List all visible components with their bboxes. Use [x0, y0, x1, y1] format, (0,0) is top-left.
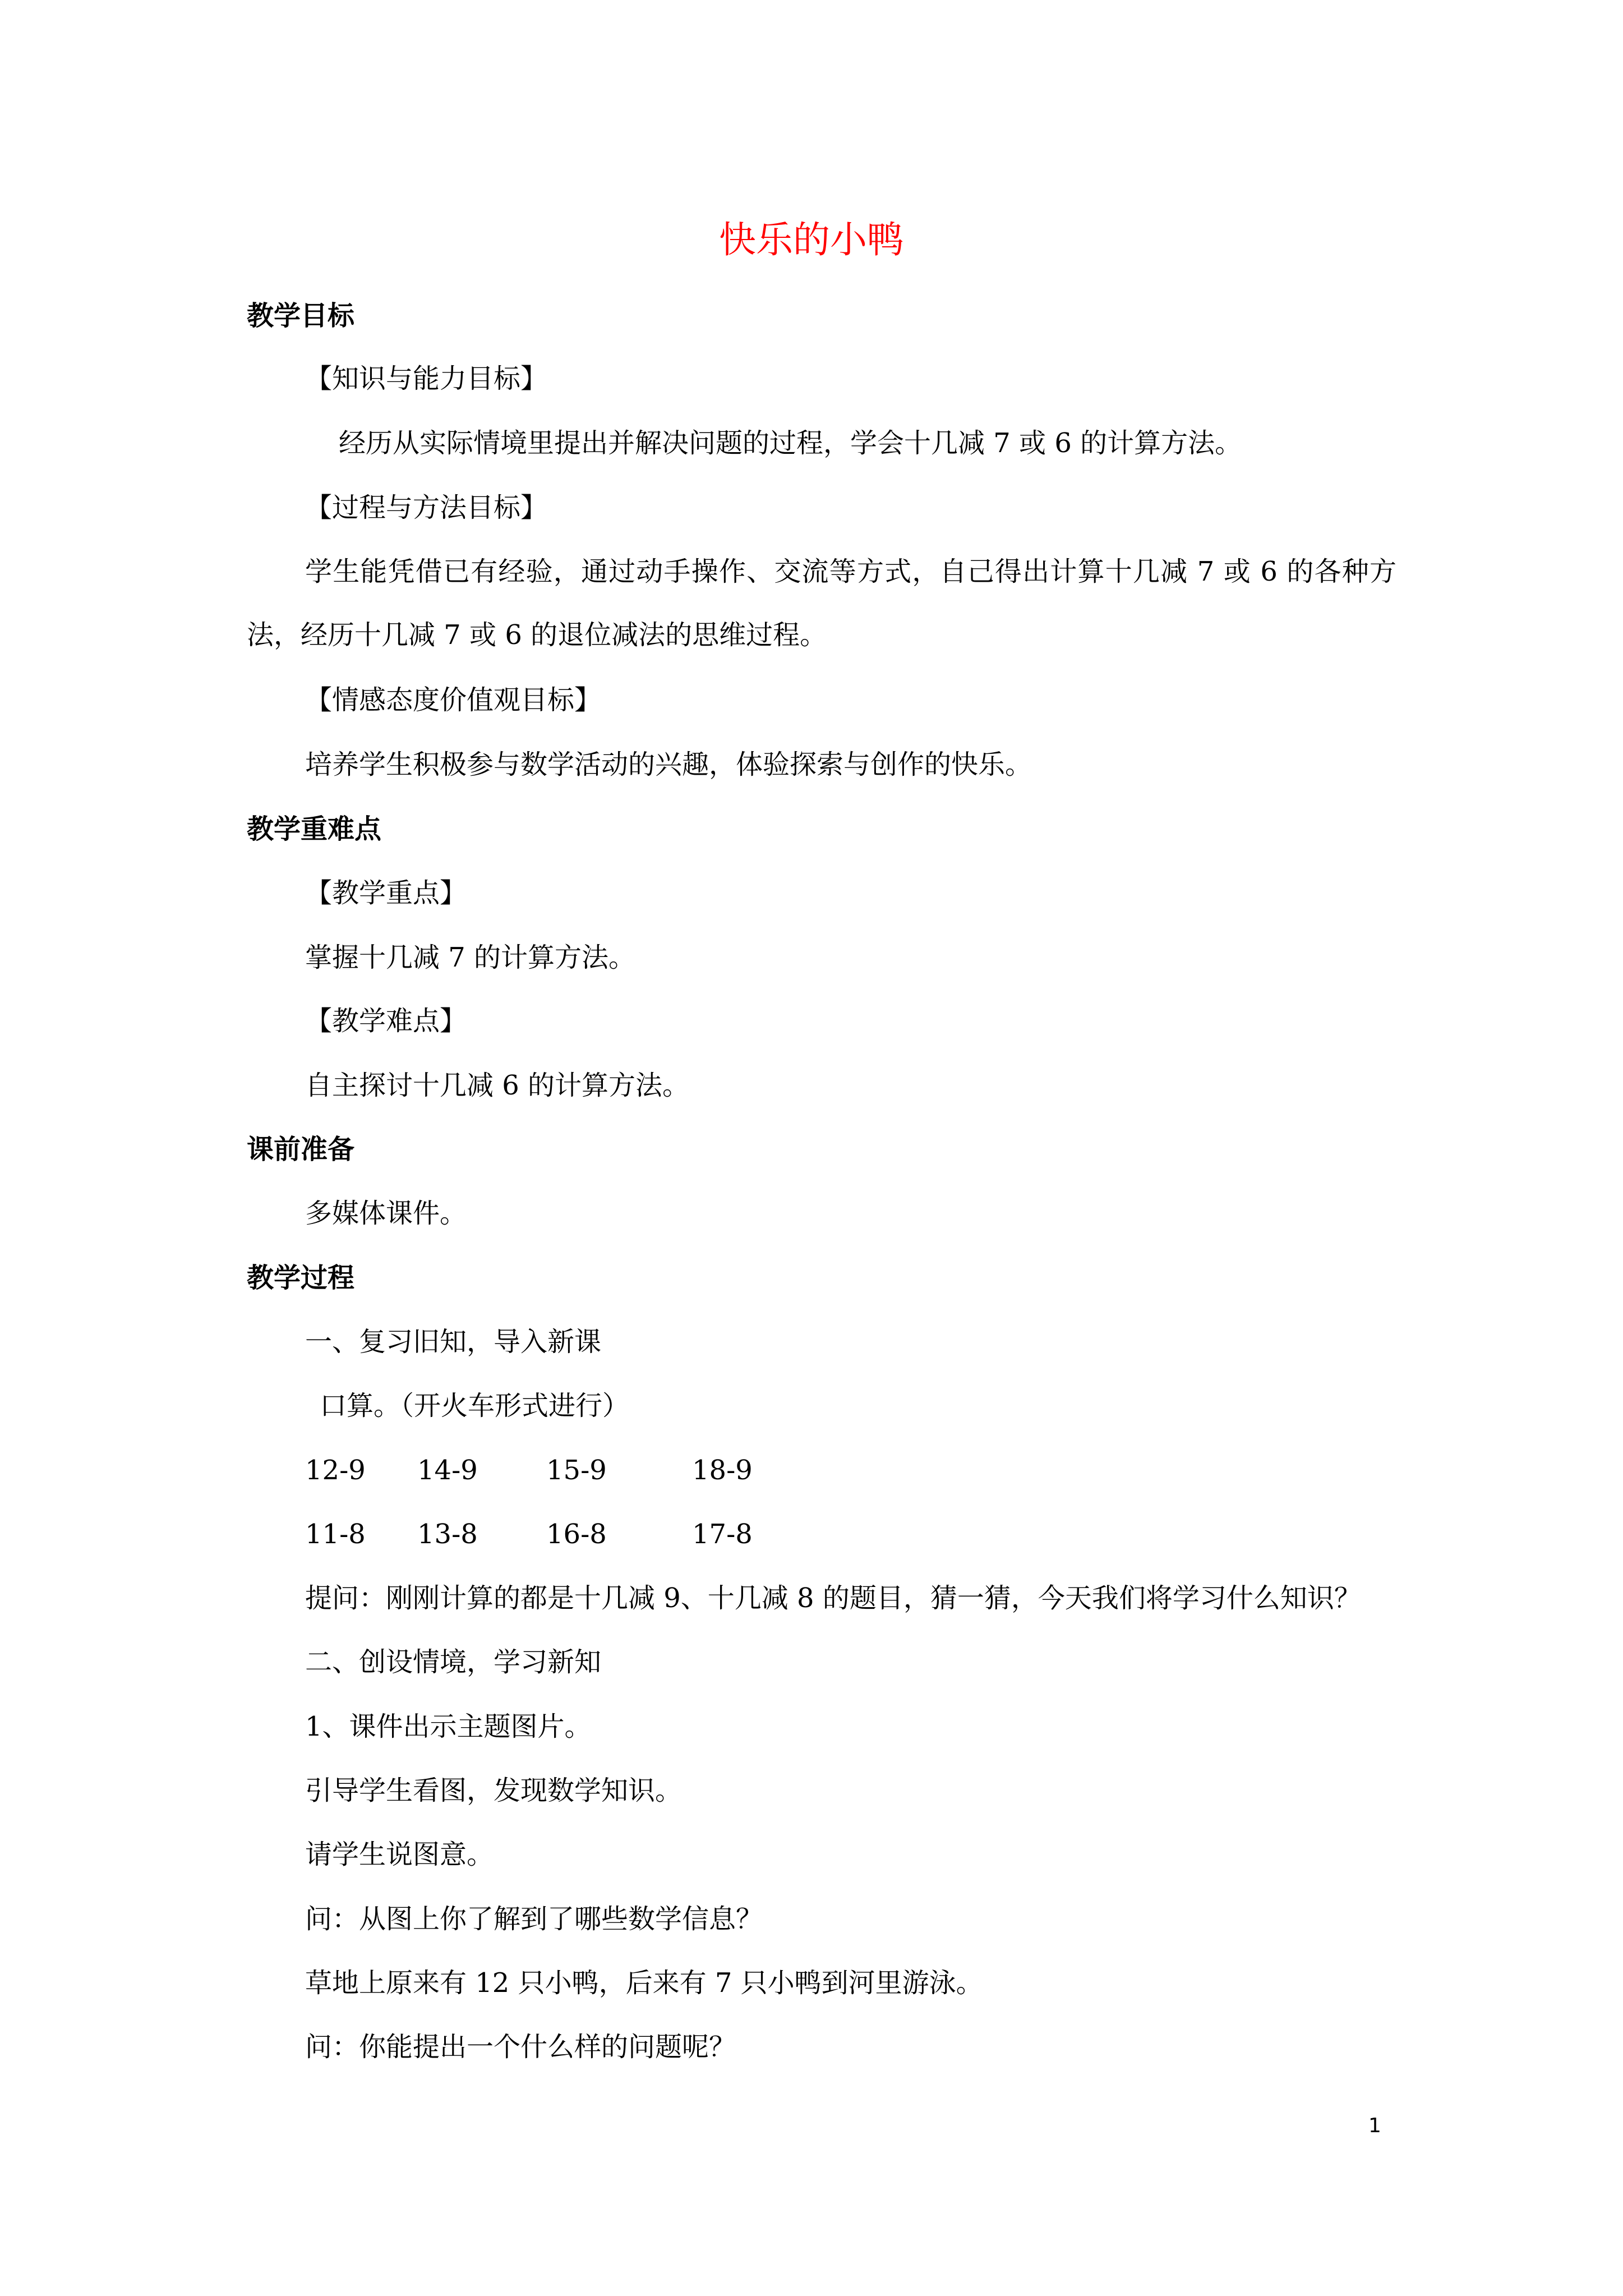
guide-text: 引导学生看图，发现数学知识。 — [305, 1775, 683, 1806]
section-heading-key-points: 教学重难点 — [247, 813, 382, 845]
calc-expression: 16-8 — [546, 1519, 607, 1550]
calc-expression: 12-9 — [305, 1455, 366, 1486]
section-heading-process: 教学过程 — [247, 1262, 355, 1294]
process-label: 【过程与方法目标】 — [305, 492, 548, 523]
calc-expression: 13-8 — [417, 1519, 478, 1550]
emotion-text: 培养学生积极参与数学活动的兴趣，体验探索与创作的快乐。 — [305, 749, 1032, 780]
calc-expression: 15-9 — [546, 1455, 607, 1486]
page-title: 快乐的小鸭 — [719, 218, 904, 261]
question-3: 问：你能提出一个什么样的问题呢？ — [305, 2031, 736, 2063]
knowledge-text: 经历从实际情境里提出并解决问题的过程，学会十几减 7 或 6 的计算方法。 — [339, 427, 1242, 459]
calc-expression: 11-8 — [305, 1519, 366, 1550]
focus-text: 掌握十几减 7 的计算方法。 — [305, 942, 636, 973]
section-heading-objectives: 教学目标 — [247, 300, 355, 332]
process-text: 学生能凭借已有经验，通过动手操作、交流等方式，自己得出计算十几减 7 或 6 的各种方法，经历十几减 7 或 6 的退位减法的思维过程。 — [247, 556, 1396, 651]
section-heading-preparation: 课前准备 — [247, 1134, 355, 1165]
difficulty-text: 自主探讨十几减 6 的计算方法。 — [305, 1070, 690, 1101]
calc-expression: 14-9 — [417, 1455, 478, 1486]
difficulty-label: 【教学难点】 — [305, 1005, 467, 1037]
question-1: 提问：刚刚计算的都是十几减 9、十几减 8 的题目，猜一猜，今天我们将学习什么知识？ — [305, 1582, 1361, 1614]
page-number: 1 — [1368, 2114, 1381, 2137]
calc-expression: 17-8 — [692, 1519, 753, 1550]
ask-meaning-text: 请学生说图意。 — [305, 1839, 494, 1870]
preparation-text: 多媒体课件。 — [305, 1198, 467, 1229]
item-1: 1、课件出示主题图片。 — [305, 1711, 592, 1742]
answer-2: 草地上原来有 12 只小鸭，后来有 7 只小鸭到河里游泳。 — [305, 1967, 983, 1999]
question-2: 问：从图上你了解到了哪些数学信息？ — [305, 1903, 763, 1935]
oral-calc-instruction: 口算。（开火车形式进行） — [320, 1390, 630, 1421]
knowledge-label: 【知识与能力目标】 — [305, 363, 548, 394]
calc-expression: 18-9 — [692, 1455, 753, 1486]
focus-label: 【教学重点】 — [305, 877, 467, 909]
step2-title: 二、创设情境，学习新知 — [305, 1646, 602, 1678]
step1-title: 一、复习旧知，导入新课 — [305, 1326, 602, 1358]
emotion-label: 【情感态度价值观目标】 — [305, 684, 602, 716]
